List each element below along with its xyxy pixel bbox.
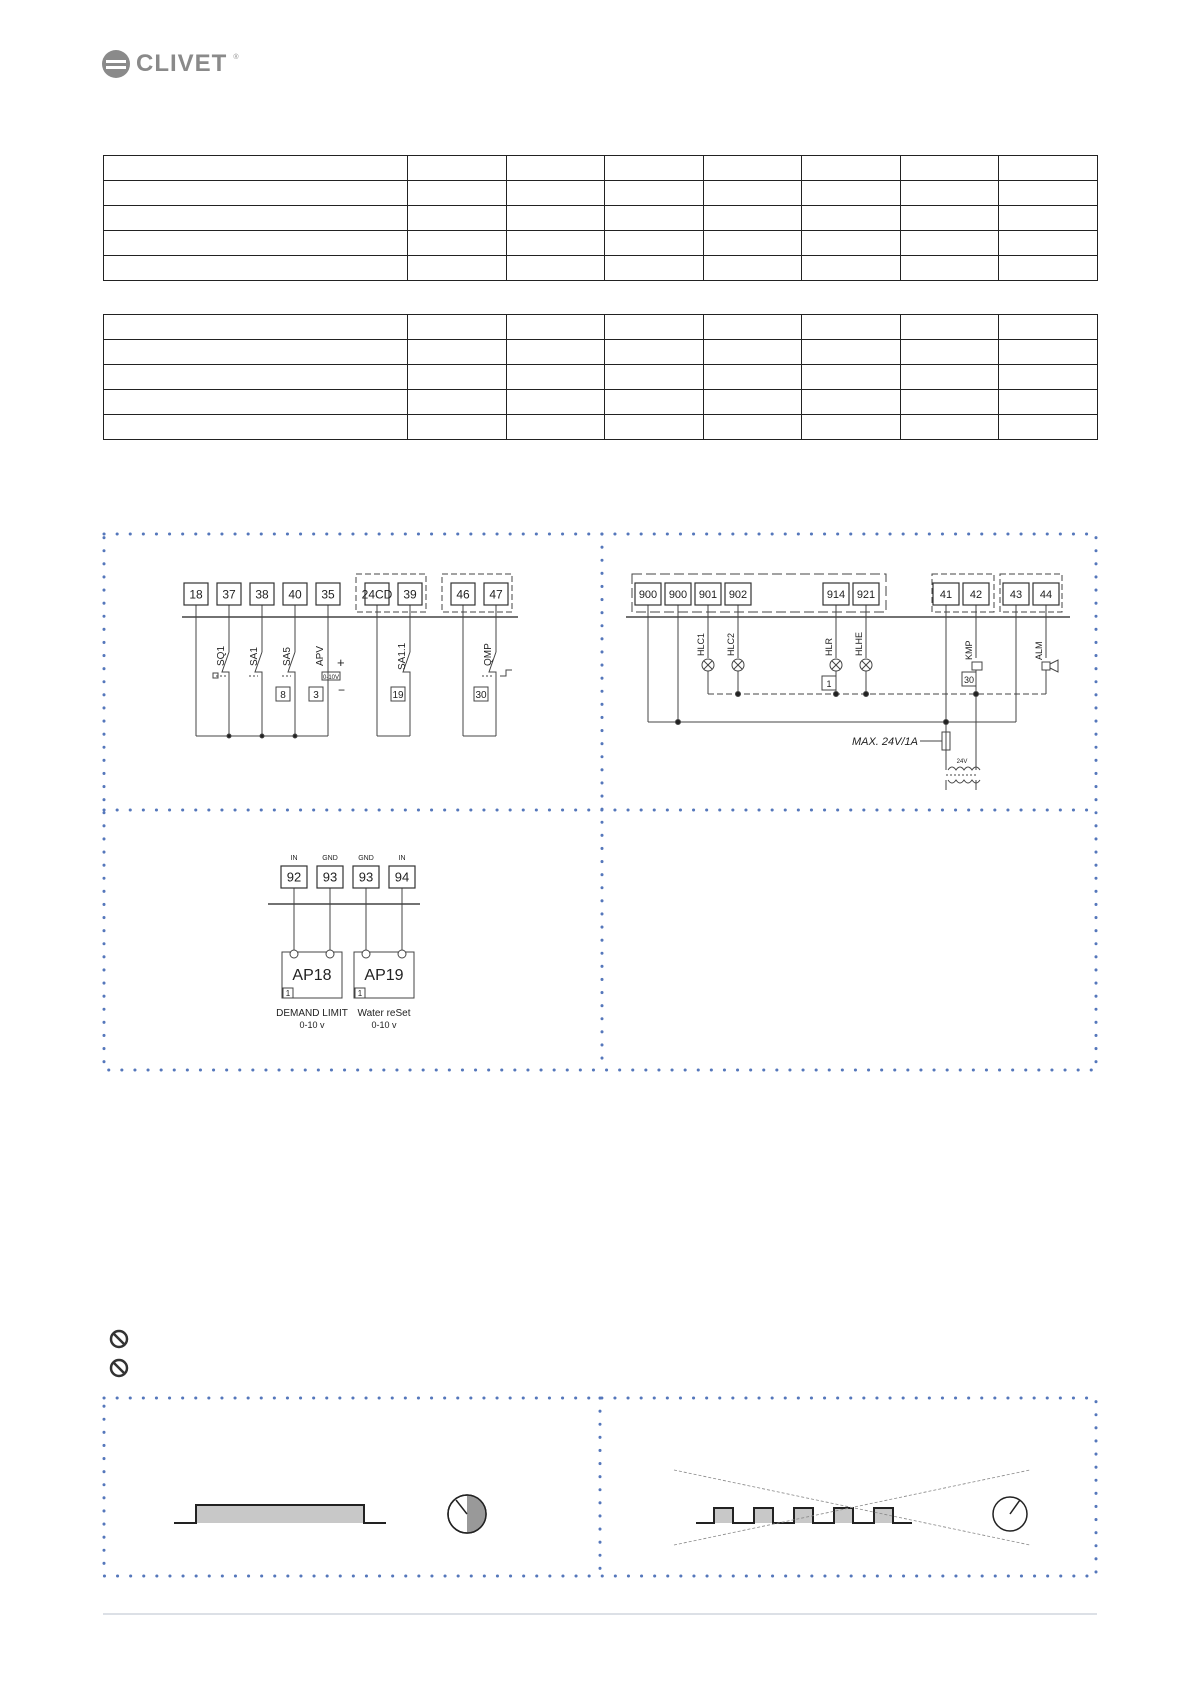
device-label-apv: APV <box>315 645 326 666</box>
terminal-label: 92 <box>286 869 302 885</box>
top-left-terminals <box>184 583 508 605</box>
terminal-label: 900 <box>638 588 658 601</box>
pulsed-signal-diagram <box>674 1470 1030 1545</box>
max-rating: MAX. 24V/1A <box>851 736 918 748</box>
minus-sign: − <box>338 683 346 697</box>
bottom-left-terminals <box>281 866 415 888</box>
dotted-frames <box>104 534 1096 1576</box>
device-label-hlc1: HLC1 <box>696 632 706 656</box>
top-right-labels <box>696 632 1044 765</box>
device-label-sa1: SA1 <box>249 647 260 666</box>
terminal-label: 42 <box>969 588 983 601</box>
prohibition-icon <box>111 1360 127 1376</box>
continuous-signal-diagram <box>174 1495 486 1533</box>
module-caption-ap19: Water reSet <box>357 1008 411 1019</box>
module-ref: 1 <box>285 989 291 998</box>
pin-label: GND <box>322 855 338 862</box>
module-range-ap18: 0-10 v <box>299 1020 325 1030</box>
terminal-label: 44 <box>1039 588 1053 601</box>
pin-label: IN <box>398 855 406 862</box>
terminal-label: 902 <box>728 588 748 601</box>
panel-top-right <box>626 574 1070 790</box>
module-range-ap19: 0-10 v <box>371 1020 397 1030</box>
module-ref: 1 <box>357 989 363 998</box>
terminal-label: 38 <box>255 587 269 602</box>
module-name-ap18: AP18 <box>292 967 332 984</box>
prohibition-icon <box>111 1331 127 1347</box>
plus-sign: + <box>337 655 345 670</box>
device-label-sq1: SQ1 <box>216 645 227 666</box>
device-label-sa1-1: SA1.1 <box>397 642 408 670</box>
device-label-alm: ALM <box>1034 641 1044 660</box>
terminal-label: 901 <box>698 588 718 601</box>
terminal-label: 35 <box>321 587 335 602</box>
device-label-qmp: QMP <box>483 643 494 666</box>
ref-label: 8 <box>280 690 286 701</box>
module-name-ap19: AP19 <box>364 967 404 984</box>
terminal-label: 40 <box>288 587 302 602</box>
terminal-label: 93 <box>358 869 374 885</box>
ref-label: 3 <box>313 690 319 701</box>
transformer-voltage: 24V <box>956 759 968 765</box>
pin-label: IN <box>290 855 298 862</box>
top-right-terminals <box>635 583 1059 605</box>
logo-text: CLIVET <box>136 50 228 77</box>
device-label-sa5: SA5 <box>282 647 293 666</box>
module-caption-ap18: DEMAND LIMIT <box>276 1008 348 1019</box>
ref-label: 30 <box>475 690 487 701</box>
terminal-label: 41 <box>939 588 953 601</box>
terminal-label: 93 <box>322 869 338 885</box>
terminal-label: 39 <box>403 587 417 602</box>
pin-label: GND <box>358 855 374 862</box>
terminal-label: 47 <box>489 587 503 602</box>
device-label-kmp: KMP <box>964 640 974 660</box>
terminal-label: 18 <box>189 587 203 602</box>
ref-label: 30 <box>963 675 975 685</box>
device-label-hlhe: HLHE <box>854 631 864 656</box>
terminal-label: 900 <box>668 588 688 601</box>
device-label-hlc2: HLC2 <box>726 632 736 656</box>
terminal-label: 43 <box>1009 588 1023 601</box>
terminal-label: 921 <box>856 588 876 601</box>
terminal-label: 37 <box>222 587 236 602</box>
ref-label: 19 <box>392 690 404 701</box>
logo-trademark: ® <box>233 54 239 61</box>
terminal-label: 94 <box>394 869 410 885</box>
terminal-label: 914 <box>826 588 846 601</box>
device-label-hlr: HLR <box>824 637 834 656</box>
terminal-label: 24CD <box>361 587 393 602</box>
apv-rating: 0-10V <box>322 675 340 681</box>
ref-label: 1 <box>826 679 832 689</box>
terminal-label: 46 <box>456 587 470 602</box>
